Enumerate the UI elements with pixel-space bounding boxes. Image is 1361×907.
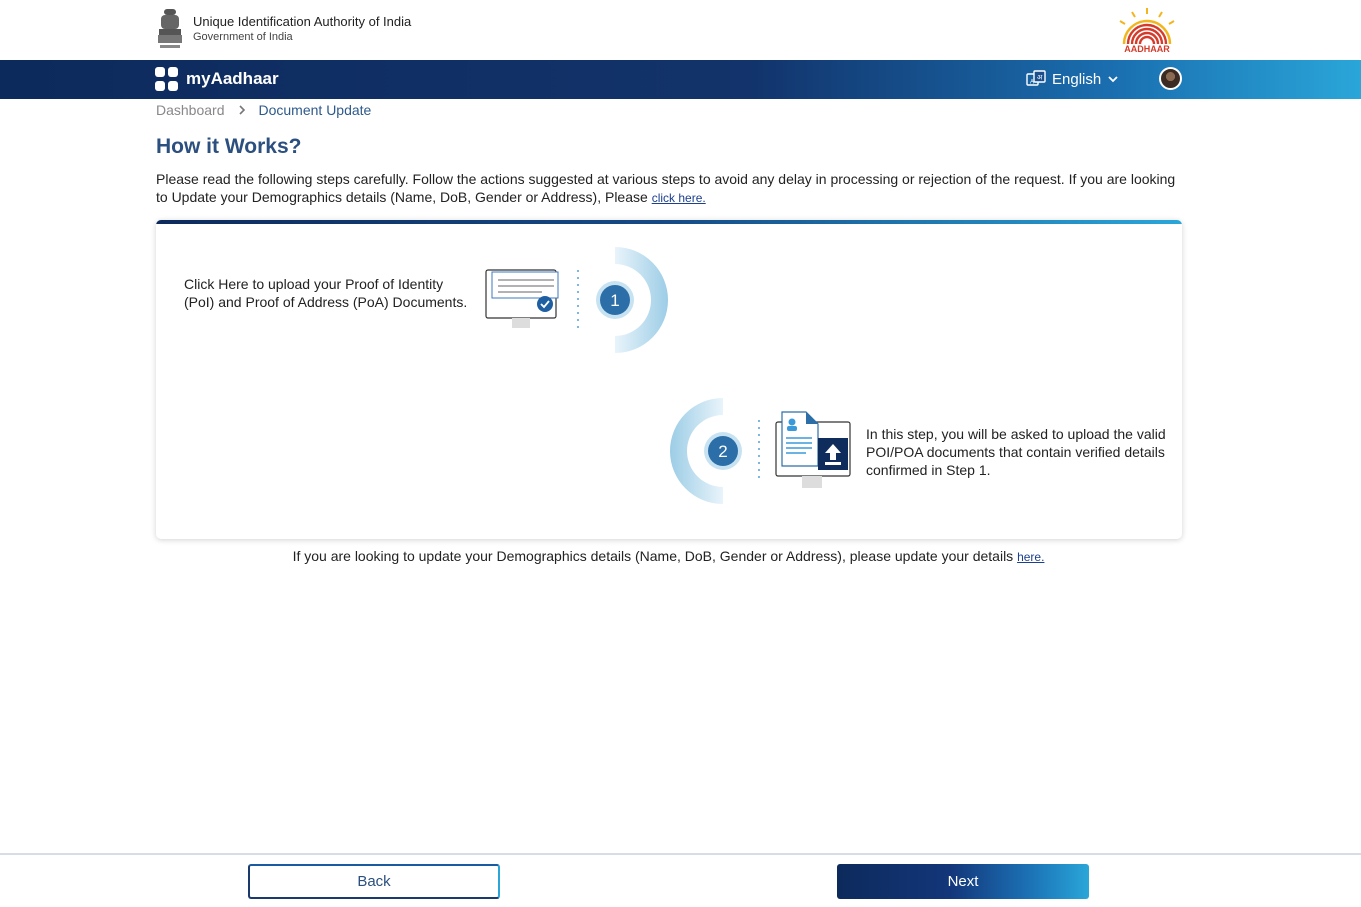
step-1-badge (596, 247, 668, 353)
national-emblem-icon (155, 7, 185, 53)
step-2-illustration[interactable] (666, 396, 862, 506)
brand-name: myAadhaar (186, 69, 279, 88)
top-navbar (0, 60, 1361, 99)
steps-card (156, 220, 1182, 539)
bottom-divider (0, 853, 1361, 855)
gov-title: Unique Identification Authority of India (193, 14, 412, 29)
grid-app-icon (155, 67, 179, 91)
back-button[interactable]: Back (248, 864, 500, 899)
step-1-illustration[interactable] (482, 244, 672, 354)
document-upload-monitor-icon (776, 412, 850, 488)
language-label: English (1052, 70, 1102, 88)
step-2-number: 2 (718, 442, 728, 461)
brand[interactable] (155, 67, 279, 91)
document-verified-monitor-icon (486, 270, 558, 328)
demographics-note-text: If you are looking to update your Demographics details (Name, DoB, Gender or Address), please update your details (292, 548, 1018, 564)
chevron-down-icon (1107, 73, 1119, 85)
svg-text:अ: अ (1036, 74, 1043, 82)
gov-subtitle: Government of India (193, 31, 293, 43)
aadhaar-logo-icon (1110, 6, 1184, 54)
breadcrumb-document-update: Document Update (258, 102, 372, 118)
breadcrumb-dashboard[interactable]: Dashboard (156, 102, 225, 118)
breadcrumb (156, 102, 371, 118)
demographics-note (0, 548, 1337, 564)
svg-text:A: A (1029, 79, 1035, 86)
intro-body: Please read the following steps carefully. Follow the actions suggested at various steps to avoid any delay in processing or rejection of the request. If you are looking to Update your Demographics details (Name, DoB, Gender or Address), Please (156, 171, 1176, 205)
click-here-link[interactable]: click here. (651, 191, 706, 205)
gov-header (0, 0, 1361, 60)
intro-text (156, 170, 1186, 207)
step-2-badge (670, 398, 742, 504)
next-button[interactable]: Next (837, 864, 1089, 899)
step-1-number: 1 (610, 291, 620, 310)
aadhaar-logo-text: AADHAAR (1124, 44, 1170, 54)
update-here-link[interactable]: here. (1017, 550, 1045, 564)
page-title: How it Works? (156, 135, 302, 158)
chevron-right-icon (237, 104, 247, 116)
card-accent-bar (156, 220, 1182, 224)
step-1-text[interactable]: Click Here to upload your Proof of Identity (PoI) and Proof of Address (PoA) Documents. (184, 276, 468, 310)
step-2-text: In this step, you will be asked to upload the valid POI/POA documents that contain verified details confirmed in Step 1. (866, 426, 1166, 478)
translate-icon (1026, 70, 1046, 88)
avatar[interactable] (1159, 67, 1182, 90)
language-selector[interactable] (1026, 70, 1119, 88)
